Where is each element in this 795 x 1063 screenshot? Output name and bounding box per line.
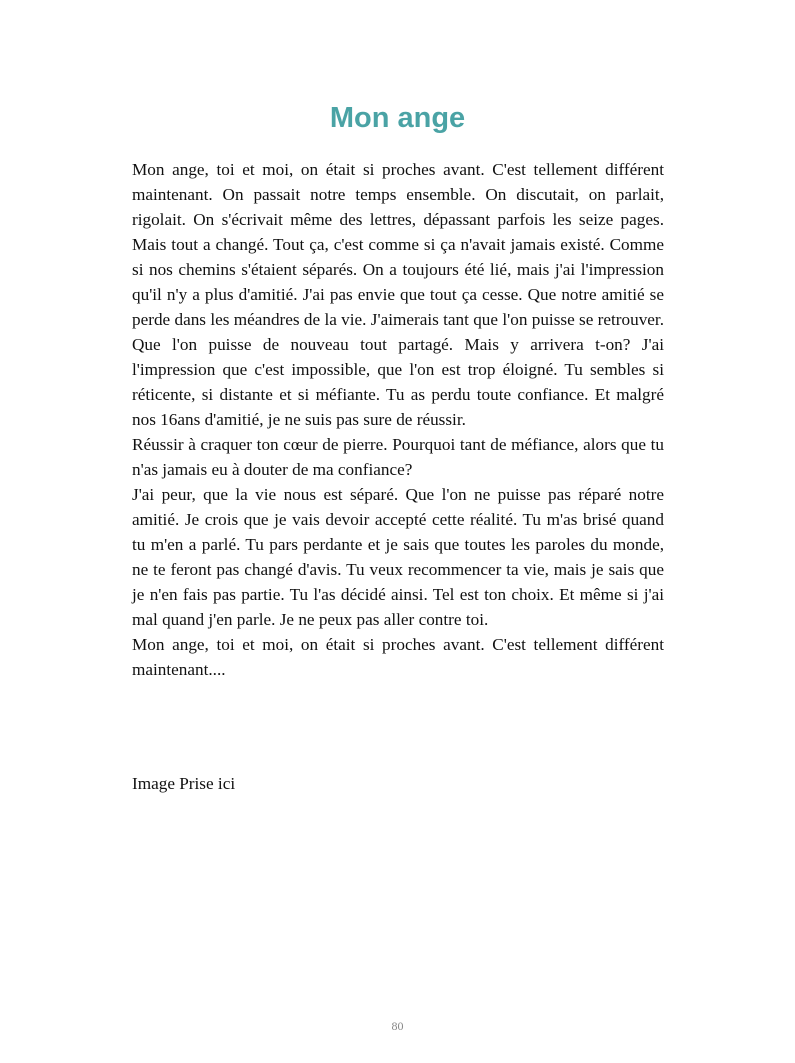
- paragraph: J'ai peur, que la vie nous est séparé. Que l'on ne puisse pas réparé notre amitié. Je crois que je vais devoir accepté cette réalité. Tu m'as brisé quand tu m'en a parlé. Tu pars perdante et je sais que toutes les paroles du monde, ne te feront pas changé d'avis. Tu veux recommencer ta vie, mais je sais que je n'en fais pas partie. Tu l'as décidé ainsi. Tel est ton choix. Et même si j'ai mal quand j'en parle. Je ne peux pas aller contre toi.: [132, 485, 664, 629]
- paragraph: Mon ange, toi et moi, on était si proches avant. C'est tellement différent maintenant. On passait notre temps ensemble. On discutait, on parlait, rigolait. On s'écrivait même des lettres, dépassant parfois les seize pages. Mais tout a changé. Tout ça, c'est comme si ça n'avait jamais existé. Comme si nos chemins s'étaient séparés. On a toujours été lié, mais j'ai l'impression qu'il n'y a plus d'amitié. J'ai pas envie que tout ça cesse. Que notre amitié se perde dans les méandres de la vie. J'aimerais tant que l'on puisse se retrouver. Que l'on puisse de nouveau tout partagé. Mais y arrivera t-on? J'ai l'impression que c'est impossible, que l'on est trop éloigné. Tu sembles si réticente, si distante et si méfiante. Tu as perdu toute confiance. Et malgré nos 16ans d'amitié, je ne suis pas sure de réussir.: [132, 160, 664, 429]
- poem-body: [132, 157, 664, 682]
- page-title: Mon ange: [329, 102, 466, 134]
- page-number: 80: [391, 1019, 404, 1033]
- paragraph: Mon ange, toi et moi, on était si proches avant. C'est tellement différent maintenant....: [132, 635, 664, 679]
- paragraph: Réussir à craquer ton cœur de pierre. Pourquoi tant de méfiance, alors que tu n'as jamais eu à douter de ma confiance?: [132, 435, 664, 479]
- image-credit: Image Prise ici: [132, 774, 236, 793]
